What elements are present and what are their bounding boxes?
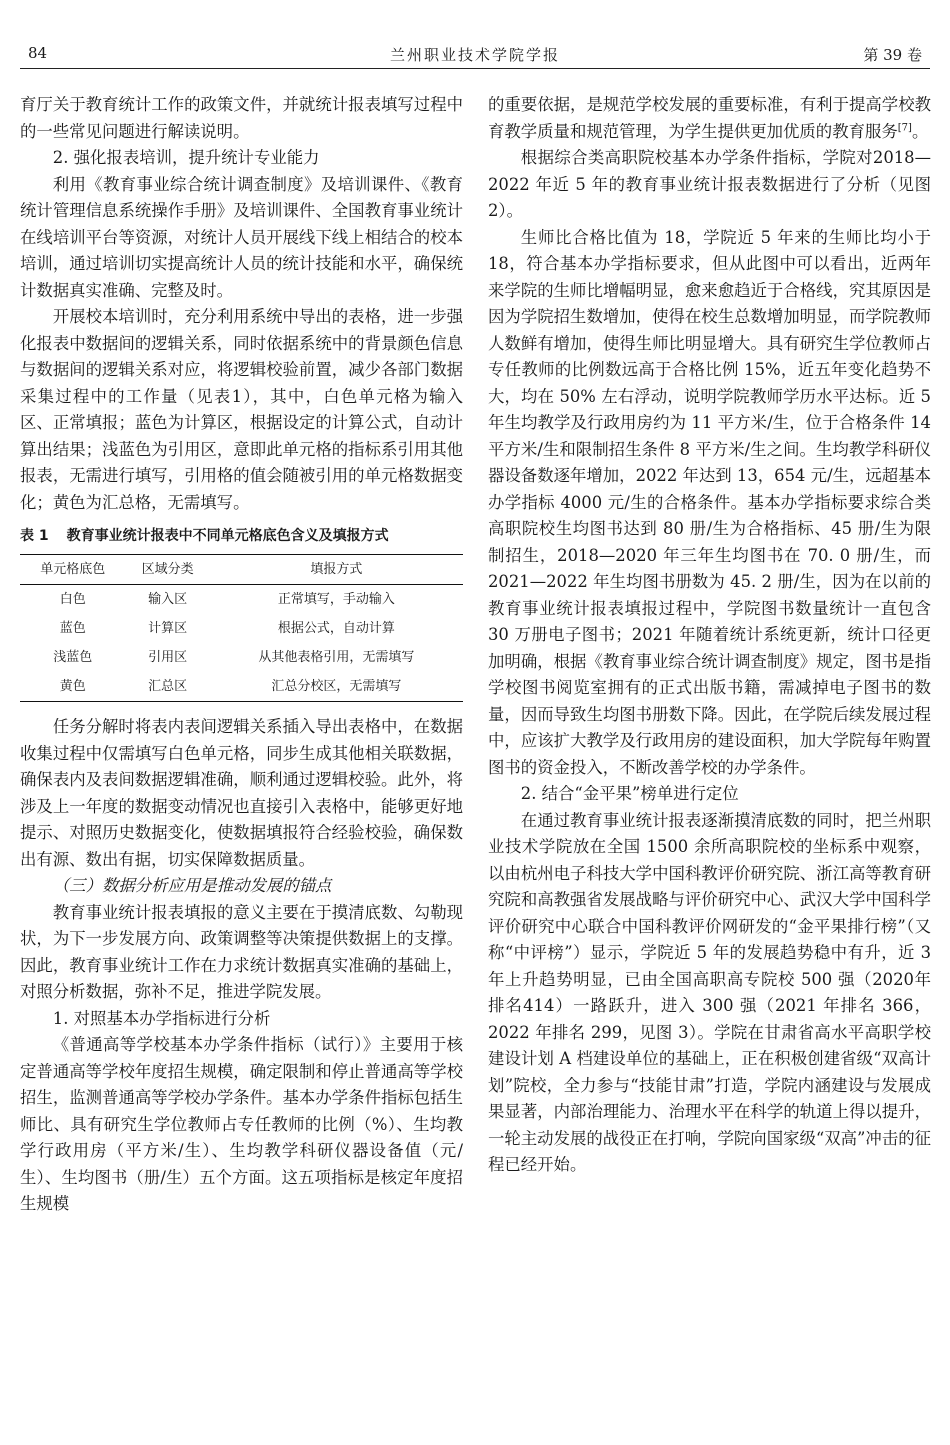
journal-title: 兰州职业技术学院学报 (389, 46, 560, 64)
volume-label: 第 39 卷 (863, 46, 922, 64)
table-cell: 浅蓝色 (53, 650, 93, 665)
column-header: 单元格底色 (20, 555, 125, 585)
column-header: 填报方式 (210, 555, 463, 585)
table-cell: 黄色 (59, 679, 86, 694)
table-row (20, 614, 463, 643)
citation-ref: [7] (897, 122, 912, 134)
table-title: 教育事业统计报表中不同单元格底色含义及填报方式 (66, 528, 389, 544)
table-header-row (20, 555, 463, 585)
table-cell: 白色 (59, 592, 86, 607)
table-cell: 计算区 (148, 621, 188, 636)
table-cell: 汇总区 (148, 679, 188, 694)
table-row (20, 585, 463, 615)
paragraph: 利用《教育事业综合统计调查制度》及培训课件、《教育统计管理信息系统操作手册》及培训课件、全国教育事业统计在线培训平台等资源，对统计人员开展线下线上相结合的校本培训，通过培训切实提高统计人员的统计技能和水平，确保统计数据真实准确、完整及时。 (20, 174, 463, 300)
paragraph: 《普通高等学校基本办学条件指标（试行）》主要用于核定普通高等学校年度招生规模，确定限制和停止普通高等学校招生，监测普通高等学校办学条件。基本办学条件指标包括生师比、具有研究生学位教师占专任教师的比例（%）、生均教学行政用房（平方米/生）、生均教学科研仪器设备值（元/生）、生均图书（册/生）五个方面。这五项指标是核定年度招生规模 (20, 1035, 463, 1213)
table-row (20, 672, 463, 702)
table-cell: 根据公式，自动计算 (277, 621, 395, 636)
paragraph: 在通过教育事业统计报表逐渐摸清底数的同时，把兰州职业技术学院放在全国 1500 余所高职院校的坐标系中观察，以由杭州电子科技大学中国科教评价研究院、浙江高等教育研究院和高教强省发展战略与评价研究中心、武汉大学中国科学评价研究中心联合中国科教评价网研发的“金平果排行榜”（又称“中评榜”）显示，学院近 5 年的发展趋势稳中有升，近 3 年上升趋势明显，已由全国高职高专院校 500 强（2020年排名414）一路跃升，进入 300 强（2021 年排名 366，2022 年排名 299，见图 3）。学院在甘肃省高水平高职学校建设计划 A 档建设单位的基础上，正在积极创建省级“双高计划”院校，全力参与“技能甘肃”打造，学院内涵建设与发展成果显著，内部治理能力、治理水平在科学的轨道上得以提升，一轮主动发展的战役正在打响，学院向国家级“双高”冲击的征程已经开始。 (488, 810, 931, 1174)
paragraph: 教育事业统计报表填报的意义主要在于摸清底数、勾勒现状，为下一步发展方向、政策调整等决策提供数据上的支撑。因此，教育事业统计工作在力求统计数据真实准确的基础上，对照分析数据，弥补不足，推进学院发展。 (20, 902, 463, 1001)
left-column (20, 92, 463, 1218)
paragraph (488, 92, 931, 145)
table-cell: 蓝色 (59, 621, 86, 636)
table-cell: 汇总分校区，无需填写 (271, 679, 402, 694)
column-header: 区域分类 (125, 555, 209, 585)
subsection-heading: 2. 结合“金平果”榜单进行定位 (520, 784, 739, 803)
table-cell: 从其他表格引用，无需填写 (258, 650, 415, 665)
cell-color-table (20, 554, 463, 702)
table-row (20, 643, 463, 672)
paragraph: 育厅关于教育统计工作的政策文件，并就统计报表填写过程中的一些常见问题进行解读说明。 (20, 95, 463, 141)
paragraph-text: 的重要依据，是规范学校发展的重要标准，有利于提高学校教育教学质量和规范管理，为学生提供更加优质的教育服务 (488, 95, 931, 141)
page-header (20, 40, 930, 69)
paragraph-end: 。 (911, 121, 929, 141)
subsection-heading: 2. 强化报表培训，提升统计专业能力 (52, 148, 320, 167)
paragraph: 根据综合类高职院校基本办学条件指标，学院对2018—2022 年近 5 年的教育事业统计报表数据进行了分析（见图 2）。 (488, 148, 931, 220)
table-cell: 引用区 (148, 650, 188, 665)
subsection-heading: 1. 对照基本办学指标进行分析 (52, 1008, 271, 1028)
table-number: 表 1 (20, 528, 49, 544)
section-heading: （三）数据分析应用是推动发展的锚点 (52, 876, 332, 895)
right-column (488, 92, 931, 1179)
table-cell: 正常填写，手动输入 (277, 592, 395, 607)
page-number: 84 (28, 44, 48, 62)
paragraph: 开展校本培训时，充分利用系统中导出的表格，进一步强化报表中数据间的逻辑关系，同时依据系统中的背景颜色信息与数据间的逻辑关系对应，将逻辑校验前置，减少各部门数据采集过程中的工作量（见表1），其中，白色单元格为输入区、正常填报；蓝色为计算区，根据设定的计算公式，自动计算出结果；浅蓝色为引用区，意即此单元格的指标系引用其他报表，无需进行填写，引用格的值会随被引用的单元格数据变化；黄色为汇总格，无需填写。 (20, 307, 463, 512)
table-cell: 输入区 (148, 592, 188, 607)
paragraph: 任务分解时将表内表间逻辑关系插入导出表格中，在数据收集过程中仅需填写白色单元格，同步生成其他相关联数据，确保表内及表间数据逻辑准确，顺利通过逻辑校验。此外，将涉及上一年度的数据变动情况也直接引入表格中，能够更好地提示、对照历史数据变化，使数据填报符合经验校验，确保数出有源、数出有据，切实保障数据质量。 (20, 717, 463, 869)
table-caption (20, 526, 463, 546)
paragraph: 生师比合格比值为 18，学院近 5 年来的生师比均小于 18，符合基本办学指标要求，但从此图中可以看出，近两年来学院的生师比增幅明显，愈来愈趋近于合格线，究其原因是因为学院招生数增加，使得在校生总数增加明显，而学院教师人数鲜有增加，使得生师比明显增大。具有研究生学位教师占专任教师的比例数远高于合格比例 15%，近五年变化趋势不大，均在 50% 左右浮动，说明学院教师学历水平达标。近 5 年生均教学及行政用房约为 11 平方米/生，位于合格条件 14 平方米/生和限制招生条件 8 平方米/生之间。生均教学科研仪器设备数逐年增加，2022 年达到 13，654 元/生，远超基本办学指标 4000 元/生的合格条件。基本办学指标要求综合类高职院校生均图书达到 80 册/生为合格指标、45 册/生为限制招生，2018—2020 年三年生均图书在 70. 0 册/生，而 2021—2022 年生均图书册数为 45. 2 册/生，因为在以前的教育事业统计报表填报过程中，学院图书数量统计一直包含 30 万册电子图书；2021 年随着统计系统更新，统计口径更加明确，根据《教育事业综合统计调查制度》规定，图书是指学校图书阅览室拥有的正式出版书籍，需减掉电子图书的数量，因而导致生均图书册数下降。因此，在学院后续发展过程中，应该扩大教学及行政用房的建设面积，加大学院每年购置图书的资金投入，不断改善学校的办学条件。 (488, 227, 931, 777)
